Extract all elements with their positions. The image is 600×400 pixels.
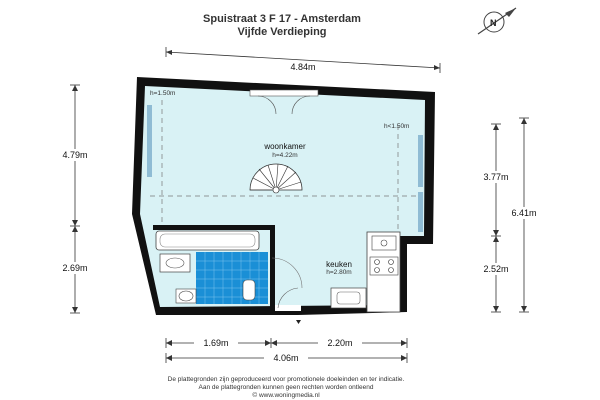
dim-top-width: 4.84m: [290, 62, 316, 72]
stove: [370, 257, 398, 275]
compass-north-icon: [478, 8, 516, 34]
kitchen-sink: [372, 236, 396, 250]
dim-bottom-left: 1.69m: [203, 338, 229, 348]
footer-line-1: De plattegronden zijn geproduceerd voor promotionele doeleinden en ter indicatie.: [167, 376, 405, 383]
dimension-left: [52, 85, 98, 313]
entrance-door: [275, 305, 301, 311]
dim-left-lower: 2.69m: [62, 263, 88, 273]
dim-bottom-right: 2.20m: [327, 338, 353, 348]
room-kitchen-height: h=2.80m: [326, 269, 352, 276]
height-label-top-left: h=1.50m: [150, 90, 176, 97]
plan-title: Spuistraat 3 F 17 - Amsterdam: [203, 13, 361, 25]
toilet-bowl: [179, 291, 193, 301]
washbasin: [331, 288, 366, 308]
dim-right-total: 6.41m: [511, 208, 537, 218]
bathroom-right-wall: [270, 225, 275, 310]
height-label-right: h<1.50m: [384, 123, 410, 130]
window-right-upper: [418, 135, 423, 187]
bathroom-sink: [160, 254, 190, 272]
window-left: [147, 105, 152, 177]
room-living-height: h=4.22m: [272, 152, 298, 159]
dim-right-lower: 2.52m: [483, 264, 509, 274]
top-window: [250, 90, 318, 96]
window-right-lower: [418, 192, 423, 232]
footer-line-3: © www.woningmedia.nl: [252, 392, 320, 399]
bathroom-top-wall: [153, 225, 273, 230]
dim-bottom-total: 4.06m: [273, 353, 299, 363]
footer-line-2: Aan de plattegronden kunnen geen rechten worden ontleend: [198, 384, 374, 391]
dim-right-upper: 3.77m: [483, 172, 509, 182]
room-living-name: woonkamer: [264, 142, 306, 151]
shower-fixture: [243, 280, 255, 300]
compass-label: N: [490, 18, 497, 28]
plan-subtitle: Vijfde Verdieping: [237, 26, 327, 38]
dim-left-upper: 4.79m: [62, 150, 88, 160]
room-kitchen-name: keuken: [326, 260, 352, 269]
entrance-arrow-icon: [296, 320, 301, 324]
